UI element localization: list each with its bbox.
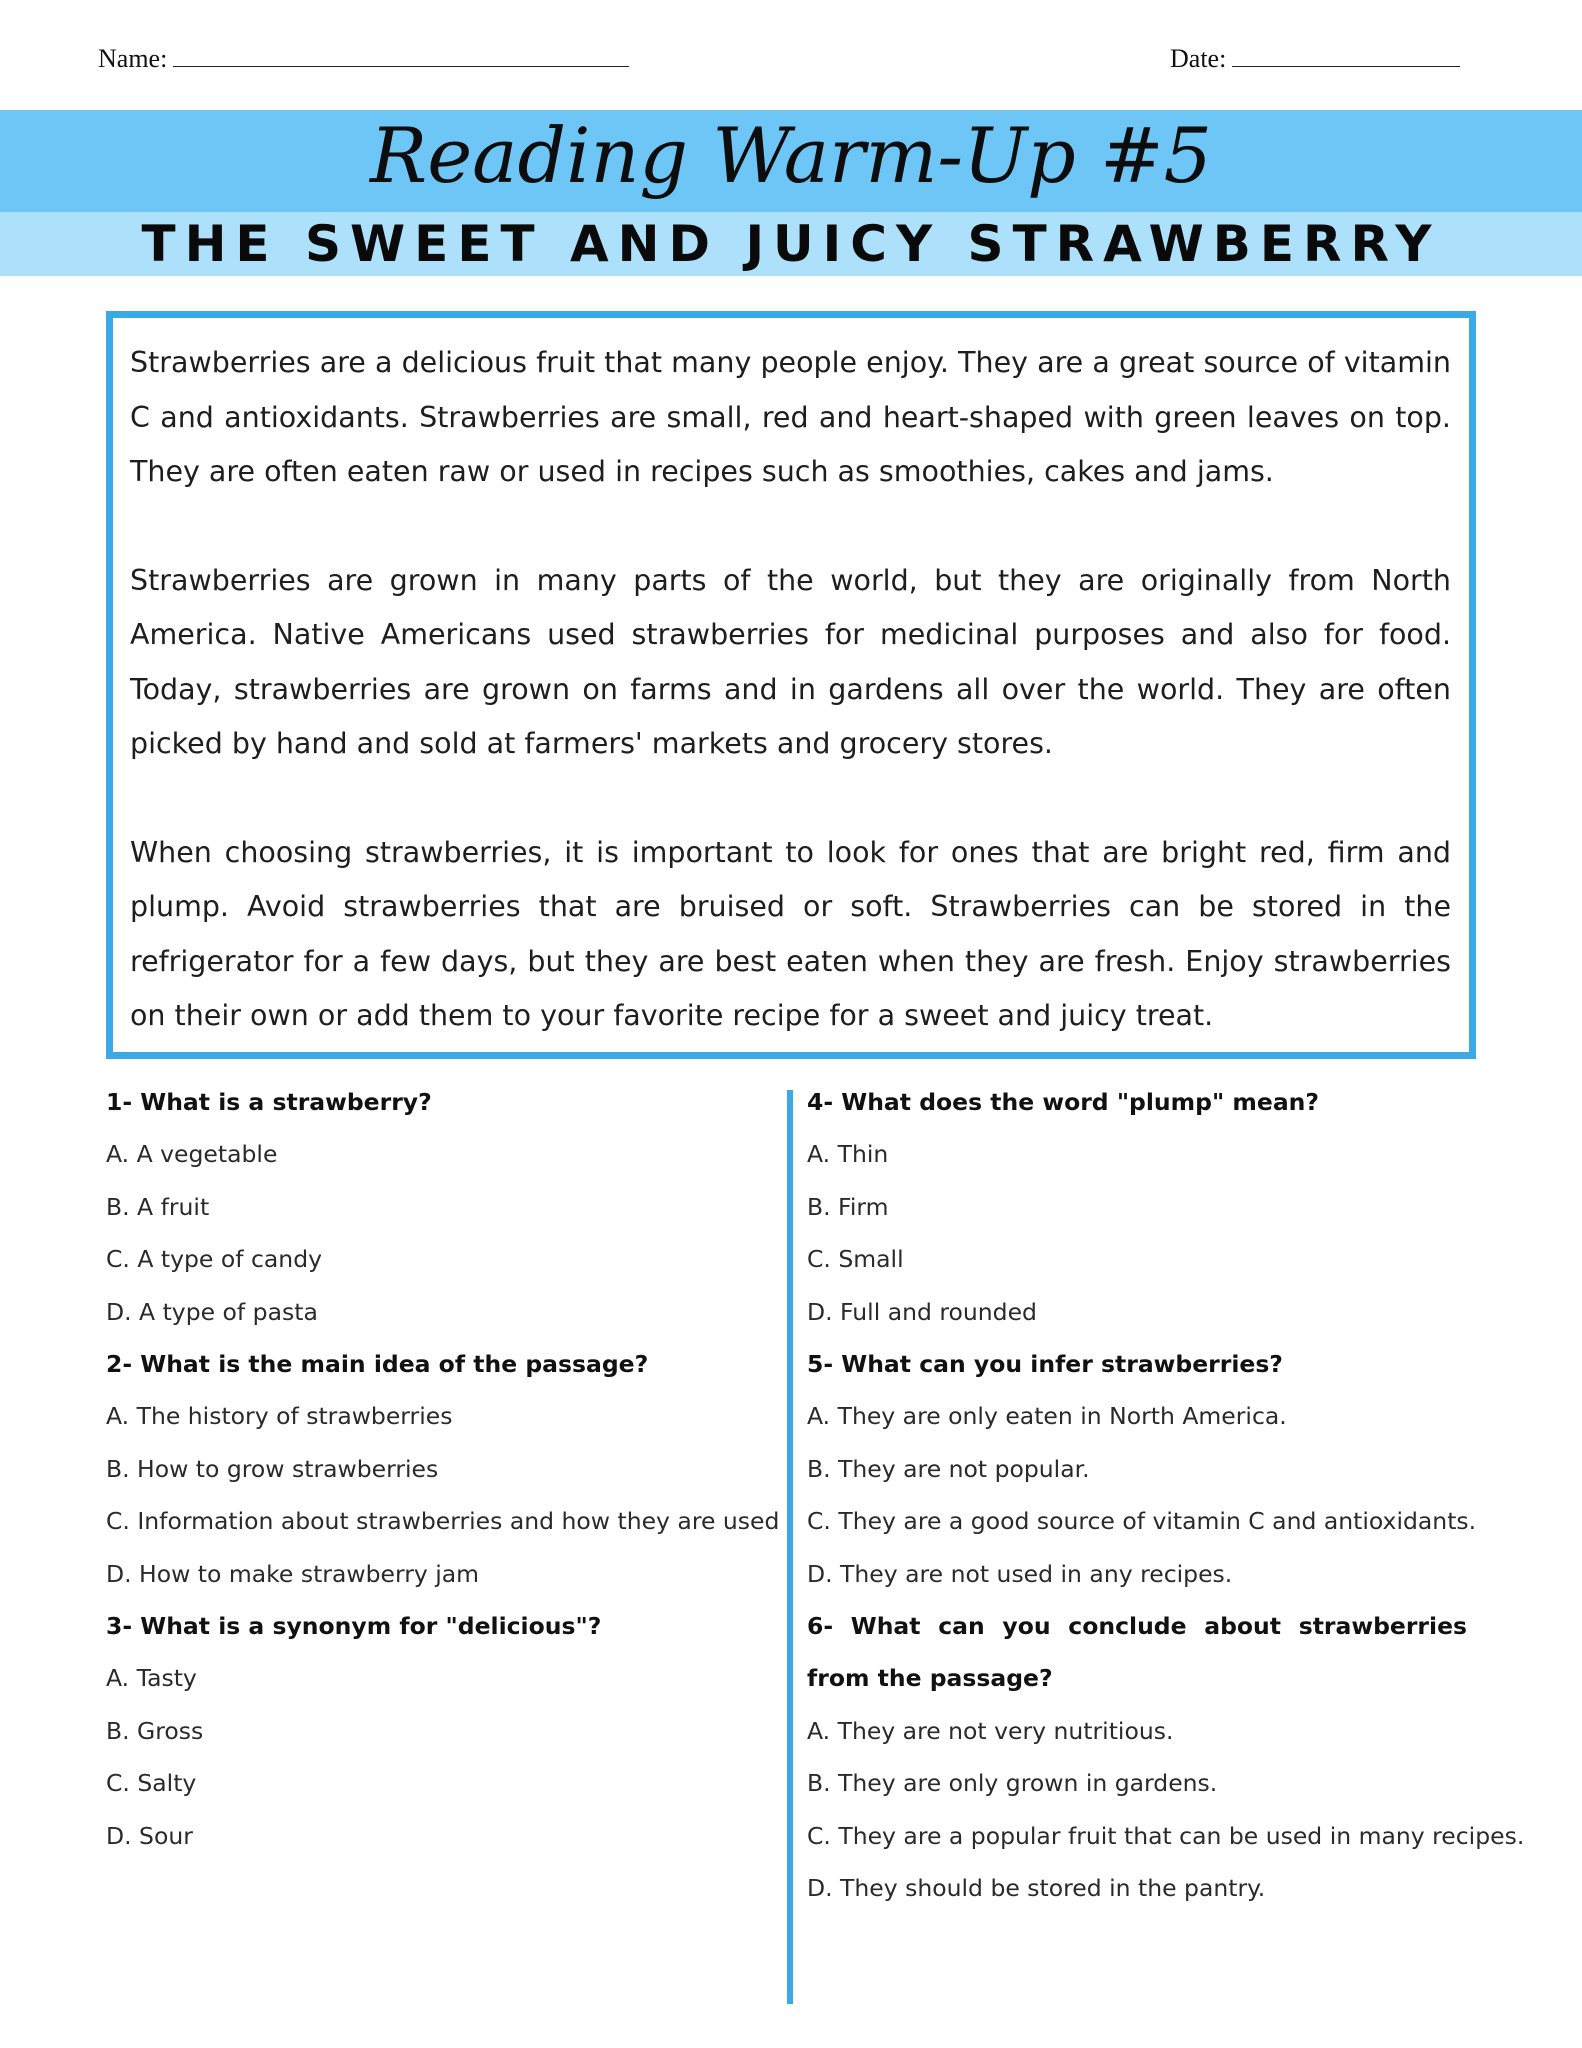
- question-4-option-c[interactable]: C. Small: [807, 1245, 904, 1274]
- question-5-text: 5- What can you infer strawberries?: [807, 1350, 1283, 1379]
- date-field[interactable]: [1170, 44, 1460, 74]
- story-title: THE SWEET AND JUICY STRAWBERRY: [141, 215, 1441, 273]
- question-1-option-a[interactable]: A. A vegetable: [106, 1140, 278, 1169]
- name-field[interactable]: [98, 44, 629, 74]
- question-2-option-a[interactable]: A. The history of strawberries: [106, 1402, 453, 1431]
- passage-paragraph-1: Strawberries are a delicious fruit that many people enjoy. They are a great source of vitamin C and antioxidants. Strawberries are small, red and heart-shaped with green leaves on top. They are often eaten raw or used in recipes such as smoothies, cakes and jams.: [130, 346, 1451, 488]
- date-label: Date:: [1170, 44, 1227, 73]
- question-4-text: 4- What does the word "plump" mean?: [807, 1088, 1320, 1116]
- question-5-option-a[interactable]: A. They are only eaten in North America.: [807, 1402, 1287, 1431]
- question-5-option-d[interactable]: D. They are not used in any recipes.: [807, 1559, 1233, 1588]
- question-6: [807, 1600, 1525, 1914]
- question-6-option-b[interactable]: B. They are only grown in gardens.: [807, 1769, 1218, 1798]
- passage-paragraph-3: When choosing strawberries, it is important to look for ones that are bright red, firm and plump. Avoid strawberries that are bruised or soft. Strawberries can be stored in the refrigerator for a few days, but they are best eaten when they are fresh. Enjoy strawberries on their own or add them to your favorite recipe for a sweet and juicy treat.: [130, 835, 1451, 1032]
- question-3-option-a[interactable]: A. Tasty: [106, 1664, 197, 1693]
- question-6-option-c[interactable]: C. They are a popular fruit that can be used in many recipes.: [807, 1821, 1525, 1850]
- question-2-option-c[interactable]: C. Information about strawberries and how they are used: [106, 1507, 780, 1536]
- question-4: [807, 1076, 1467, 1338]
- name-blank-line[interactable]: [173, 44, 629, 67]
- question-2-option-b[interactable]: B. How to grow strawberries: [106, 1454, 439, 1483]
- question-3-text: 3- What is a synonym for "delicious"?: [106, 1612, 602, 1641]
- question-3: [106, 1600, 746, 1862]
- questions-left-column: [106, 1076, 780, 1862]
- passage-paragraph-2: Strawberries are grown in many parts of the world, but they are originally from North America. Native Americans used strawberries for medicinal purposes and also for food. Today, strawberries are grown on farms and in gardens all over the world. They are often picked by hand and sold at farmers' markets and grocery stores.: [130, 563, 1451, 760]
- warmup-title: Reading Warm-Up #5: [369, 111, 1212, 200]
- question-1-option-c[interactable]: C. A type of candy: [106, 1245, 323, 1274]
- question-2-option-d[interactable]: D. How to make strawberry jam: [106, 1559, 480, 1588]
- question-4-option-b[interactable]: B. Firm: [807, 1192, 889, 1221]
- question-1-text: 1- What is a strawberry?: [106, 1088, 432, 1116]
- question-3-option-c[interactable]: C. Salty: [106, 1769, 197, 1798]
- question-5-option-b[interactable]: B. They are not popular.: [807, 1454, 1090, 1483]
- question-6-option-a[interactable]: A. They are not very nutritious.: [807, 1716, 1174, 1745]
- question-6-text: 6- What can you conclude about strawberries from the passage?: [807, 1612, 1467, 1693]
- question-2-text: 2- What is the main idea of the passage?: [106, 1350, 649, 1379]
- question-5: [807, 1338, 1477, 1600]
- question-3-option-b[interactable]: B. Gross: [106, 1716, 204, 1745]
- column-divider: [787, 1090, 793, 2004]
- question-1-option-b[interactable]: B. A fruit: [106, 1192, 210, 1221]
- date-blank-line[interactable]: [1232, 44, 1460, 67]
- questions-right-column: [807, 1076, 1525, 1915]
- passage-box: [106, 311, 1476, 1059]
- question-3-option-d[interactable]: D. Sour: [106, 1821, 193, 1850]
- question-2: [106, 1338, 780, 1600]
- question-4-option-d[interactable]: D. Full and rounded: [807, 1297, 1037, 1326]
- question-6-option-d[interactable]: D. They should be stored in the pantry.: [807, 1874, 1266, 1903]
- name-label: Name:: [98, 44, 168, 73]
- question-5-option-c[interactable]: C. They are a good source of vitamin C and antioxidants.: [807, 1507, 1477, 1536]
- question-4-option-a[interactable]: A. Thin: [807, 1140, 889, 1169]
- question-1-option-d[interactable]: D. A type of pasta: [106, 1297, 318, 1326]
- question-1: [106, 1076, 746, 1338]
